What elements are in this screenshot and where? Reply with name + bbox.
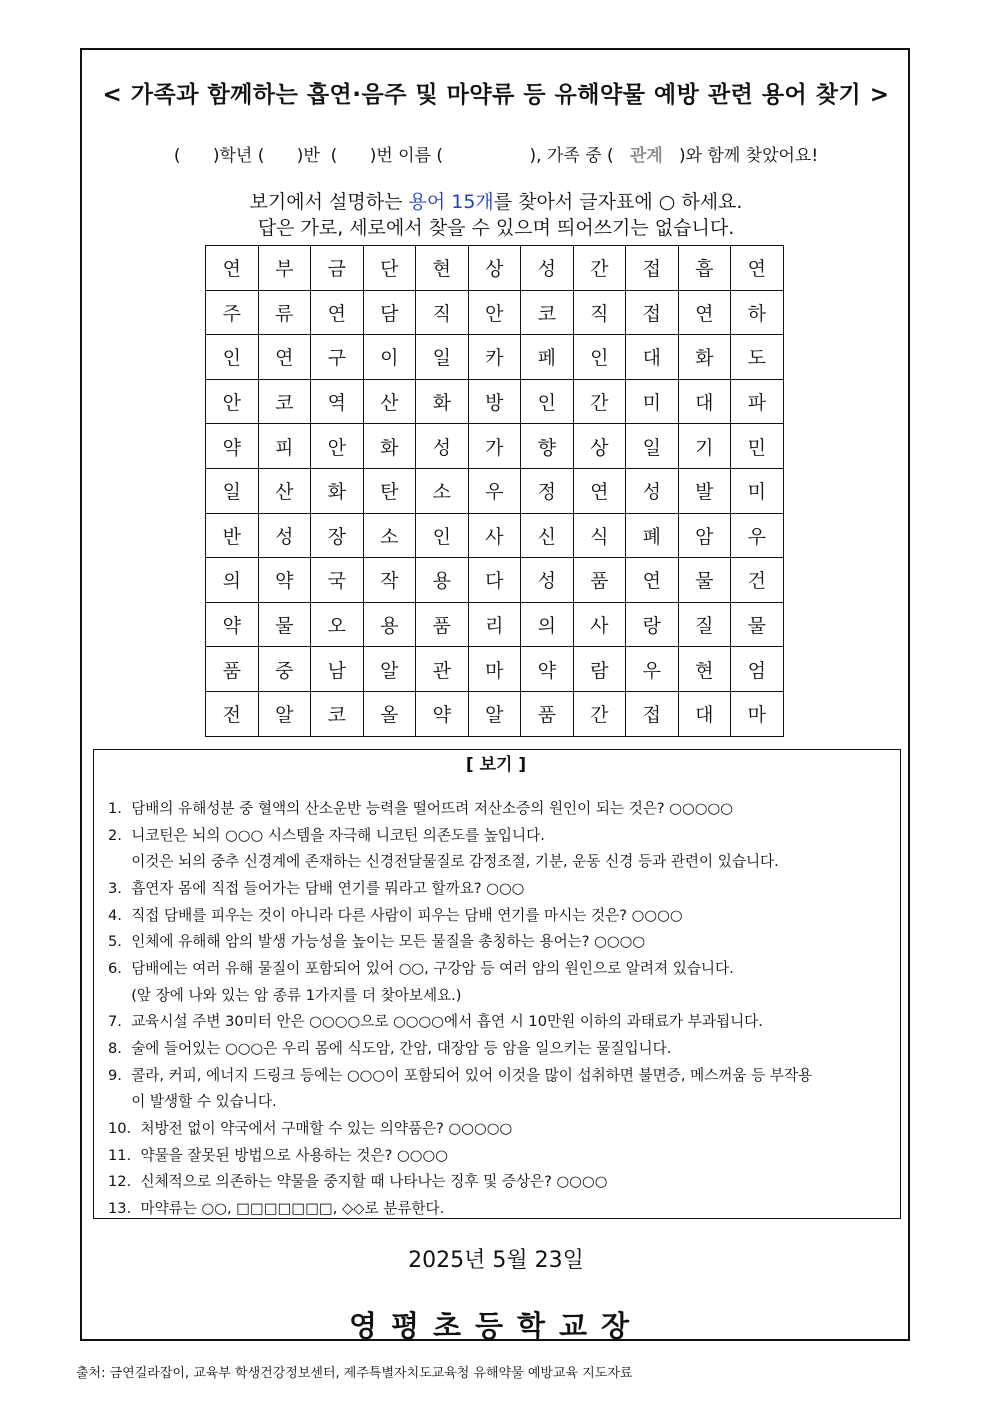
- grid-cell[interactable]: 접: [626, 246, 679, 291]
- grid-cell[interactable]: 물: [678, 558, 731, 603]
- clues-title: [ 보기 ]: [465, 755, 527, 775]
- clue-line: 13. 마약류는 ○○, □□□□□□□, ◇◇로 분류한다.: [108, 1200, 445, 1217]
- grid-cell[interactable]: 인: [416, 513, 469, 558]
- grid-cell[interactable]: 탄: [363, 468, 416, 513]
- grid-cell[interactable]: 반: [206, 513, 259, 558]
- grid-cell[interactable]: 코: [521, 290, 574, 335]
- grid-cell[interactable]: 인: [521, 379, 574, 424]
- info-suffix: )와 함께 찾았어요!: [662, 146, 819, 166]
- instruction-text: 를 찾아서 글자표에 ○ 하세요.: [493, 191, 743, 213]
- clue-line: 8. 술에 들어있는 ○○○은 우리 몸에 식도암, 간암, 대장암 등 암을 일으키는 물질입니다.: [108, 1040, 672, 1057]
- grid-cell[interactable]: 미: [731, 468, 784, 513]
- grid-cell[interactable]: 구: [311, 335, 364, 380]
- grid-row: [206, 558, 784, 603]
- clue-line: 11. 약물을 잘못된 방법으로 사용하는 것은? ○○○○: [108, 1147, 448, 1164]
- grid-cell[interactable]: 이: [363, 335, 416, 380]
- grid-cell[interactable]: 현: [678, 647, 731, 692]
- grid-cell[interactable]: 하: [731, 290, 784, 335]
- grid-row: [206, 691, 784, 736]
- clue-line: 9. 콜라, 커피, 에너지 드링크 등에는 ○○○이 포함되어 있어 이것을 많이 섭취하면 불면증, 메스꺼움 등 부작용: [108, 1067, 813, 1084]
- grid-cell[interactable]: 금: [311, 246, 364, 291]
- grid-cell[interactable]: 안: [206, 379, 259, 424]
- relation-placeholder: 관계: [629, 146, 663, 166]
- grid-row: [206, 379, 784, 424]
- grid-cell[interactable]: 약: [416, 691, 469, 736]
- grid-cell[interactable]: 흡: [678, 246, 731, 291]
- grid-cell[interactable]: 성: [416, 424, 469, 469]
- grid-cell[interactable]: 암: [678, 513, 731, 558]
- grid-cell[interactable]: 연: [731, 246, 784, 291]
- grid-cell[interactable]: 질: [678, 602, 731, 647]
- grid-cell[interactable]: 우: [626, 647, 679, 692]
- grid-row: [206, 246, 784, 291]
- grid-cell[interactable]: 약: [258, 558, 311, 603]
- grid-cell[interactable]: 신: [521, 513, 574, 558]
- grid-cell[interactable]: 피: [258, 424, 311, 469]
- grid-row: [206, 647, 784, 692]
- grid-cell[interactable]: 약: [206, 602, 259, 647]
- grid-cell[interactable]: 접: [626, 691, 679, 736]
- grid-row: [206, 468, 784, 513]
- grid-cell[interactable]: 용: [363, 602, 416, 647]
- grid-cell[interactable]: 일: [206, 468, 259, 513]
- grid-cell[interactable]: 일: [416, 335, 469, 380]
- grid-cell[interactable]: 담: [363, 290, 416, 335]
- clue-line: 이것은 뇌의 중추 신경계에 존재하는 신경전달물질로 감정조절, 기분, 운동 신경 등과 관련이 있습니다.: [108, 853, 779, 870]
- grid-cell[interactable]: 연: [678, 290, 731, 335]
- grid-cell[interactable]: 간: [573, 246, 626, 291]
- grid-cell[interactable]: 향: [521, 424, 574, 469]
- clue-line: 10. 처방전 없이 약국에서 구매할 수 있는 의약품은? ○○○○○: [108, 1120, 513, 1137]
- grid-cell[interactable]: 안: [468, 290, 521, 335]
- grid-cell[interactable]: 소: [363, 513, 416, 558]
- instruction-line-2: 답은 가로, 세로에서 찾을 수 있으며 띄어쓰기는 없습니다.: [257, 217, 735, 239]
- grid-cell[interactable]: 작: [363, 558, 416, 603]
- grid-row: [206, 290, 784, 335]
- grid-cell[interactable]: 품: [573, 558, 626, 603]
- grid-cell[interactable]: 오: [311, 602, 364, 647]
- grid-cell[interactable]: 대: [678, 691, 731, 736]
- grid-row: [206, 335, 784, 380]
- grid-cell[interactable]: 폐: [626, 513, 679, 558]
- grid-cell[interactable]: 성: [258, 513, 311, 558]
- date: 2025년 5월 23일: [408, 1248, 584, 1273]
- grid-cell[interactable]: 식: [573, 513, 626, 558]
- school-name: 영평초등학교장: [348, 1309, 644, 1343]
- grid-cell[interactable]: 연: [573, 468, 626, 513]
- clue-line: 12. 신체적으로 의존하는 약물을 중지할 때 나타나는 징후 및 증상은? ○○○○: [108, 1173, 608, 1190]
- grid-cell[interactable]: 접: [626, 290, 679, 335]
- grid-cell[interactable]: 방: [468, 379, 521, 424]
- grid-cell[interactable]: 성: [626, 468, 679, 513]
- grid-cell[interactable]: 일: [626, 424, 679, 469]
- clue-line: 7. 교육시설 주변 30미터 안은 ○○○○으로 ○○○○에서 흡연 시 10만원 이하의 과태료가 부과됩니다.: [108, 1013, 763, 1030]
- grid-cell[interactable]: 역: [311, 379, 364, 424]
- grid-cell[interactable]: 약: [206, 424, 259, 469]
- grid-cell[interactable]: 물: [258, 602, 311, 647]
- grid-cell[interactable]: 사: [468, 513, 521, 558]
- clue-line: 이 발생할 수 있습니다.: [108, 1093, 277, 1110]
- grid-cell[interactable]: 마: [468, 647, 521, 692]
- grid-cell[interactable]: 약: [521, 647, 574, 692]
- grid-cell[interactable]: 국: [311, 558, 364, 603]
- grid-cell[interactable]: 품: [521, 691, 574, 736]
- clue-line: 2. 니코틴은 뇌의 ○○○ 시스템을 자극해 니코틴 의존도를 높입니다.: [108, 827, 545, 844]
- grid-cell[interactable]: 우: [731, 513, 784, 558]
- grid-cell[interactable]: 건: [731, 558, 784, 603]
- grid-cell[interactable]: 중: [258, 647, 311, 692]
- clue-line: (앞 장에 나와 있는 암 종류 1가지를 더 찾아보세요.): [108, 987, 462, 1004]
- grid-cell[interactable]: 성: [521, 246, 574, 291]
- page-title: < 가족과 함께하는 흡연·음주 및 마약류 등 유해약물 예방 관련 용어 찾기 >: [102, 82, 890, 108]
- grid-cell[interactable]: 상: [573, 424, 626, 469]
- grid-cell[interactable]: 산: [258, 468, 311, 513]
- grid-cell[interactable]: 류: [258, 290, 311, 335]
- grid-cell[interactable]: 품: [206, 647, 259, 692]
- grid-cell[interactable]: 우: [468, 468, 521, 513]
- grid-cell[interactable]: 소: [416, 468, 469, 513]
- grid-cell[interactable]: 화: [363, 424, 416, 469]
- grid-cell[interactable]: 연: [626, 558, 679, 603]
- clue-line: 4. 직접 담배를 피우는 것이 아니라 다른 사람이 피우는 담배 연기를 마시는 것은? ○○○○: [108, 907, 683, 924]
- instruction-highlight: 용어 15개: [408, 191, 494, 213]
- grid-cell[interactable]: 코: [311, 691, 364, 736]
- grid-cell[interactable]: 물: [731, 602, 784, 647]
- grid-cell[interactable]: 화: [311, 468, 364, 513]
- grid-cell[interactable]: 올: [363, 691, 416, 736]
- grid-cell[interactable]: 화: [678, 335, 731, 380]
- source-note: 출처: 금연길라잡이, 교육부 학생건강정보센터, 제주특별자치도교육청 유해약물 예방교육 지도자료: [76, 1366, 633, 1381]
- grid-cell[interactable]: 의: [206, 558, 259, 603]
- grid-cell[interactable]: 대: [626, 335, 679, 380]
- grid-cell[interactable]: 미: [626, 379, 679, 424]
- grid-cell[interactable]: 직: [416, 290, 469, 335]
- clue-line: 1. 담배의 유해성분 중 혈액의 산소운반 능력을 떨어뜨려 저산소증의 원인이 되는 것은? ○○○○○: [108, 800, 733, 817]
- student-info-line: [0, 141, 992, 166]
- grid-cell[interactable]: 인: [206, 335, 259, 380]
- grid-cell[interactable]: 관: [416, 647, 469, 692]
- grid-cell[interactable]: 람: [573, 647, 626, 692]
- grid-cell[interactable]: 엄: [731, 647, 784, 692]
- grid-cell[interactable]: 리: [468, 602, 521, 647]
- clue-line: 6. 담배에는 여러 유해 물질이 포함되어 있어 ○○, 구강암 등 여러 암의 원인으로 알려져 있습니다.: [108, 960, 734, 977]
- info-fields: ( )학년 ( )반 ( )번 이름 ( ), 가족 중 (: [173, 146, 630, 166]
- grid-cell[interactable]: 발: [678, 468, 731, 513]
- grid-cell[interactable]: 연: [311, 290, 364, 335]
- grid-cell[interactable]: 산: [363, 379, 416, 424]
- grid-cell[interactable]: 알: [468, 691, 521, 736]
- grid-cell[interactable]: 마: [731, 691, 784, 736]
- grid-cell[interactable]: 페: [521, 335, 574, 380]
- grid-row: [206, 513, 784, 558]
- grid-cell[interactable]: 간: [573, 379, 626, 424]
- grid-cell[interactable]: 알: [258, 691, 311, 736]
- grid-cell[interactable]: 안: [311, 424, 364, 469]
- grid-cell[interactable]: 현: [416, 246, 469, 291]
- grid-cell[interactable]: 전: [206, 691, 259, 736]
- word-search-grid: [205, 245, 784, 737]
- grid-cell[interactable]: 랑: [626, 602, 679, 647]
- grid-cell[interactable]: 성: [521, 558, 574, 603]
- grid-cell[interactable]: 파: [731, 379, 784, 424]
- instruction-text: 보기에서 설명하는: [249, 191, 409, 213]
- grid-cell[interactable]: 사: [573, 602, 626, 647]
- grid-row: [206, 602, 784, 647]
- grid-cell[interactable]: 민: [731, 424, 784, 469]
- grid-cell[interactable]: 대: [678, 379, 731, 424]
- grid-row: [206, 424, 784, 469]
- grid-cell[interactable]: 직: [573, 290, 626, 335]
- grid-cell[interactable]: 화: [416, 379, 469, 424]
- grid-cell[interactable]: 남: [311, 647, 364, 692]
- grid-cell[interactable]: 의: [521, 602, 574, 647]
- grid-cell[interactable]: 연: [206, 246, 259, 291]
- grid-cell[interactable]: 코: [258, 379, 311, 424]
- grid-cell[interactable]: 정: [521, 468, 574, 513]
- grid-cell[interactable]: 다: [468, 558, 521, 603]
- instruction-line-1: [0, 187, 992, 214]
- grid-cell[interactable]: 주: [206, 290, 259, 335]
- grid-cell[interactable]: 단: [363, 246, 416, 291]
- grid-cell[interactable]: 인: [573, 335, 626, 380]
- grid-cell[interactable]: 용: [416, 558, 469, 603]
- clue-line: 3. 흡연자 몸에 직접 들어가는 담배 연기를 뭐라고 할까요? ○○○: [108, 880, 525, 897]
- grid-cell[interactable]: 품: [416, 602, 469, 647]
- clue-line: 5. 인체에 유해해 암의 발생 가능성을 높이는 모든 물질을 총칭하는 용어는? ○○○○: [108, 933, 646, 950]
- grid-cell[interactable]: 연: [258, 335, 311, 380]
- grid-cell[interactable]: 가: [468, 424, 521, 469]
- grid-cell[interactable]: 기: [678, 424, 731, 469]
- grid-cell[interactable]: 상: [468, 246, 521, 291]
- grid-cell[interactable]: 알: [363, 647, 416, 692]
- grid-cell[interactable]: 장: [311, 513, 364, 558]
- grid-cell[interactable]: 간: [573, 691, 626, 736]
- grid-cell[interactable]: 도: [731, 335, 784, 380]
- grid-cell[interactable]: 카: [468, 335, 521, 380]
- grid-cell[interactable]: 부: [258, 246, 311, 291]
